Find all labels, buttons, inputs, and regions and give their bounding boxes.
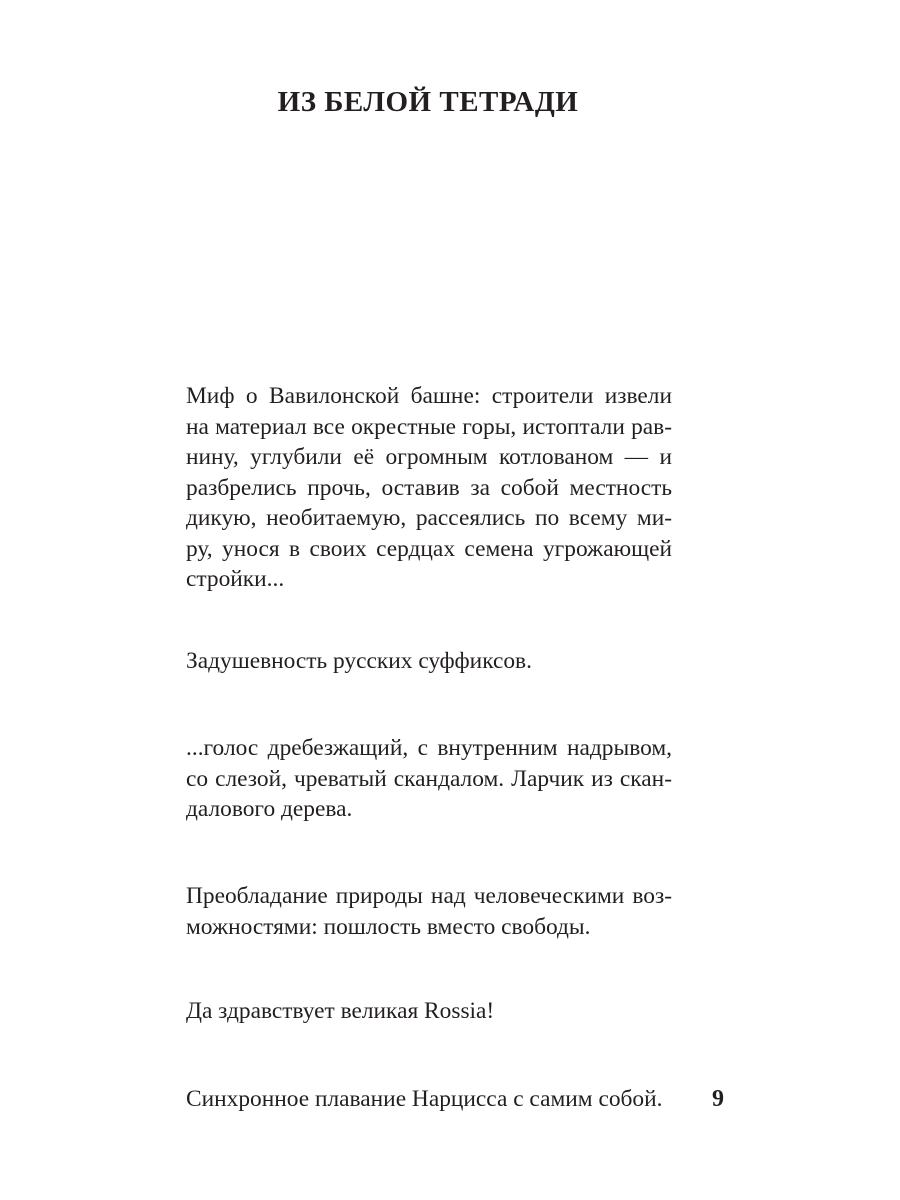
text-line: Да здравствует великая Rossia! bbox=[186, 998, 495, 1024]
text-line: стройки... bbox=[186, 566, 285, 592]
paragraph-nature bbox=[186, 881, 672, 942]
text-line: Миф о Вавилонской башне: строители извели bbox=[186, 383, 672, 409]
text-line: Преобладание природы над человеческими воз- bbox=[186, 883, 672, 909]
text-line: дикую, необитаемую, рассеялись по всему ми- bbox=[186, 505, 672, 531]
text-line: ...голос дребезжащий, с внутренним надрывом, bbox=[186, 735, 672, 761]
text-line: можностями: пошлость вместо свободы. bbox=[186, 913, 591, 940]
text-line: разбрелись прочь, оставив за собой местность bbox=[186, 474, 672, 501]
text-line: Задушевность русских суффиксов. bbox=[186, 648, 532, 674]
text-line: нину, углубили её огромным котлованом — и bbox=[186, 444, 672, 470]
text-line: ру, унося в своих сердцах семена угрожающей bbox=[186, 535, 672, 562]
paragraph-rossia bbox=[186, 996, 672, 1027]
text-line: Синхронное плавание Нарцисса с самим собой. bbox=[186, 1086, 663, 1112]
text-line: со слезой, чреватый скандалом. Ларчик из скан- bbox=[186, 765, 672, 792]
text-line: далового дерева. bbox=[186, 796, 353, 822]
paragraph-babel-myth bbox=[186, 381, 672, 595]
paragraph-voice bbox=[186, 733, 672, 825]
paragraph-suffixes bbox=[186, 646, 672, 677]
page-number: 9 bbox=[712, 1086, 724, 1112]
text-line: на материал все окрестные горы, истоптали рав- bbox=[186, 413, 672, 440]
section-title: ИЗ БЕЛОЙ ТЕТРАДИ bbox=[277, 86, 579, 118]
paragraph-narcissus bbox=[186, 1084, 672, 1115]
